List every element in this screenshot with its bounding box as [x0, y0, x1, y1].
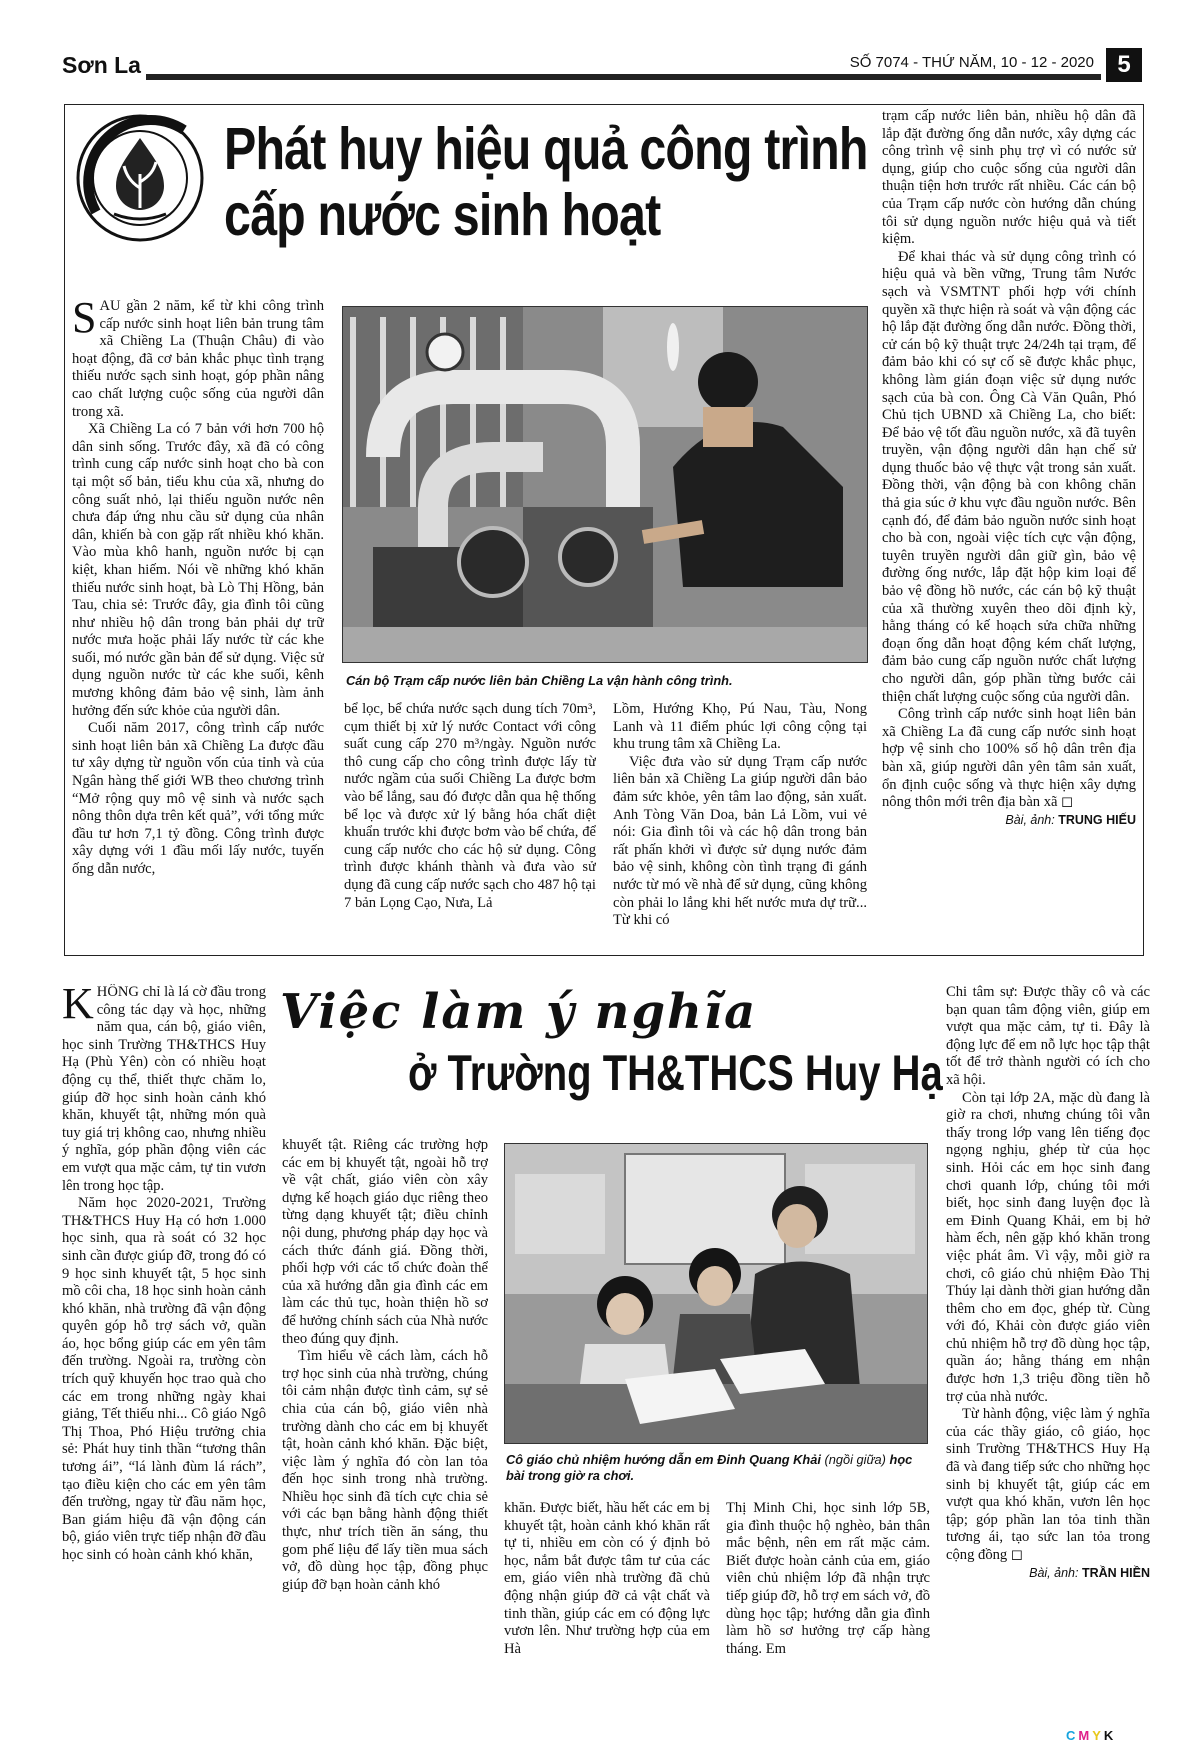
- article1-paragraph: Cuối năm 2017, công trình cấp nước sinh hoạt liên bản xã Chiềng La được đầu tư xây dựng từ nguồn vốn của tỉnh và của Ngân hàng thế giới WB theo chương trình “Mở rộng quy mô vệ sinh và nước sạch nông thôn dựa trên kết quả”, với tổng mức đầu tư hơn 7,1 tỷ đồng. Công trình được xây dựng với 1 đầu mối lấy nước, tuyến ống dẫn nước,: [72, 720, 324, 877]
- article2-column-1: [62, 984, 266, 1724]
- article1-paragraph: Lồm, Hướng Khọ, Pú Nau, Tàu, Nong Lanh và 11 điểm phúc lợi công cộng tại khu trung tâm xã Chiềng La.: [613, 701, 867, 753]
- page-header: [62, 48, 1142, 84]
- article1-byline: [882, 812, 1136, 830]
- water-pump-photo-icon: [343, 307, 868, 663]
- cmyk-k: K: [1103, 1728, 1117, 1743]
- article1-paragraph: Công trình cấp nước sinh hoạt liên bản xã Chiềng La đã cung cấp nước sinh hoạt hợp vệ sinh cho 100% số hộ dân trên địa bàn xã, giúp người dân yên tâm sản xuất, ổn định cuộc sống và thực hiện xây dựng nông thôn mới trên địa bàn xã ◻: [882, 706, 1136, 811]
- article2-paragraph: khăn. Được biết, hầu hết các em bị khuyết tật, hoàn cảnh khó khăn rất tự ti, nhiều em còn có ý định bỏ học, nắm bắt được tâm tư của các em, giáo viên nhà trường đã chủ động nhận giúp đỡ cả vật chất và tinh thần, giúp các em có động lực vươn lên. Như trường hợp của em Hà: [504, 1500, 710, 1657]
- article1-paragraph: AU gần 2 năm, kể từ khi công trình cấp nước sinh hoạt liên bản trung tâm xã Chiềng La (Thuận Châu) đi vào hoạt động, đã cơ bản khắc phục tình trạng thiếu nước sạch sinh hoạt, góp phần nâng cao chất lượng cuộc sống của người dân trong xã.: [72, 298, 324, 420]
- byline-prefix: Bài, ảnh:: [1029, 1565, 1079, 1580]
- header-rule: [146, 74, 1101, 80]
- cmyk-y: Y: [1092, 1728, 1104, 1743]
- cmyk-registration-mark: [1066, 1728, 1116, 1743]
- article2-column-2: [282, 1137, 488, 1725]
- article2-paragraph: Từ hành động, việc làm ý nghĩa của các thầy giáo, cô giáo, học sinh Trường TH&THCS Huy Hạ đã và đang tiếp sức cho những học sinh bị khuyết tật, giúp các em vượt qua khó khăn, vươn lên học tập; góp phần lan tỏa tinh thần tương ái, tạo sức lan tỏa trong cộng đồng ◻: [946, 1406, 1150, 1563]
- byline-author: TRẦN HIỀN: [1081, 1565, 1150, 1580]
- cmyk-m: M: [1078, 1728, 1093, 1743]
- article2-paragraph: Thị Minh Chi, học sinh lớp 5B, gia đình thuộc hộ nghèo, bản thân mắc bệnh, nên em rất mặc cảm. Biết được hoàn cảnh của em, giáo viên chủ nhiệm lớp đã nhận trực tiếp giúp đỡ, hỗ trợ em sách vở, đồ dùng học tập; hướng dẫn gia đình làm hồ sơ hưởng trợ cấp hàng tháng. Em: [726, 1500, 930, 1657]
- issue-info: SỐ 7074 - THỨ NĂM, 10 - 12 - 2020: [844, 54, 1094, 71]
- article1-title-line1: Phát huy hiệu quả công trình: [224, 116, 868, 182]
- article1-column-2: [344, 701, 596, 951]
- byline-author: TRUNG HIẾU: [1058, 812, 1136, 827]
- article1-paragraph: Việc đưa vào sử dụng Trạm cấp nước liên bản xã Chiềng La giúp người dân bảo đảm sức khỏe, yên tâm lao động, sản xuất. Anh Tòng Văn Doa, bản Lả Lồm, vui vẻ nói: Gia đình tôi và các hộ dân trong bản rất phấn khởi vì được sử dụng nước đảm bảo vệ sinh, không còn tình trạng đi gánh nước từ mó về nhà để sử dụng, cũng không còn phải lo lắng khi hết nước mưa dự trữ... Từ khi có: [613, 753, 867, 929]
- article1-dropcap: S: [72, 298, 97, 342]
- caption-text: Cô giáo chủ nhiệm hướng dẫn em Đinh Quang Khải: [506, 1452, 821, 1467]
- article2-paragraph: khuyết tật. Riêng các trường hợp các em bị khuyết tật, ngoài hỗ trợ về vật chất, giáo viên còn xây dựng kế hoạch giáo dục riêng theo từng dạng khuyết tật; điều chỉnh nội dung, phương pháp dạy học và cách thức đánh giá. Đồng thời, phối hợp với các tổ chức đoàn thể của xã hướng dẫn gia đình các em làm các thủ tục, hoàn thiện hồ sơ để hưởng chính sách của Nhà nước theo đúng quy định.: [282, 1137, 488, 1347]
- article2-paragraph: Chi tâm sự: Được thầy cô và các bạn quan tâm động viên, giúp em vượt qua mặc cảm, tự ti. Đây là động lực để em nỗ lực học tập thật tốt để trở thành người có ích cho xã hội.: [946, 984, 1150, 1088]
- article1-column-1: [72, 298, 324, 948]
- article2-paragraph: Còn tại lớp 2A, mặc dù đang là giờ ra chơi, nhưng chúng tôi vẫn thấy trong lớp vang lên tiếng đọc ngọng nghịu, ghép từ của học sinh. Hỏi các em học sinh đang chơi quanh lớp, chúng tôi mới biết, học sinh đang luyện đọc là em Đinh Quang Khải, em bị hở hàm ếch, nên gặp khó khăn trong việc phát âm. Vì vậy, mỗi giờ ra chơi, cô giáo chủ nhiệm Đào Thị Thúy lại dành thời gian hướng dẫn thêm cho em đọc, ghép từ. Cùng với đó, Khải còn được giáo viên chủ nhiệm hỗ trợ đồ dùng học tập, quần áo; hằng tháng em nhận được hơn 1,3 triệu đồng tiền hỗ trợ của nhà nước.: [946, 1089, 1150, 1405]
- clean-water-program-logo-icon: [74, 112, 206, 244]
- article2-paragraph: Năm học 2020-2021, Trường TH&THCS Huy Hạ có hơn 1.000 học sinh, qua rà soát có 32 học sinh cần được giúp đỡ, trong đó có 9 học sinh khuyết tật, 5 học sinh mồ côi cha, 18 học sinh hoàn cảnh khó khăn, nhà trường đã vận động quyên góp hỗ trợ sách vở, quần áo, học bổng giúp các em yên tâm đến trường. Ngoài ra, trường còn trích quỹ khuyến học trao quà cho các em trong những ngày khai giảng, Tết thiếu nhi... Cô giáo Ngô Thị Thoa, Phó Hiệu trưởng chia sẻ: Phát huy tinh thần “tương thân tương ái”, “lá lành đùm lá rách”, tạo điều kiện cho các em yên tâm đến trường, ngay từ đầu năm học, Ban giám hiệu đã vận động cán bộ, giáo viên trực tiếp nhận đỡ đầu học sinh có hoàn cảnh khó khăn,: [62, 1195, 266, 1563]
- article1-title-line2: cấp nước sinh hoạt: [224, 182, 661, 248]
- caption-text-end: học bài trong giờ ra chơi.: [506, 1452, 913, 1483]
- article2-column-3: [504, 1500, 710, 1725]
- article1-column-4: [882, 108, 1136, 948]
- section-name: Sơn La: [62, 52, 141, 78]
- byline-prefix: Bài, ảnh:: [1005, 812, 1055, 827]
- article1-title: [224, 116, 868, 248]
- cmyk-c: C: [1066, 1728, 1079, 1743]
- article2-photo-caption: [506, 1452, 930, 1484]
- article2-paragraph: HÔNG chỉ là lá cờ đầu trong công tác dạy và học, những năm qua, cán bộ, giáo viên, học sinh Trường TH&THCS Huy Hạ (Phù Yên) còn có nhiều hoạt động cụ thể, thiết thực chăm lo, giúp đỡ học sinh hoàn cảnh khó khăn, khuyết tật, những món quà tuy giá trị không cao, nhưng nhiều ý nghĩa, góp phần động viên các em vượt qua mặc cảm, tự tin vươn lên trong học tập.: [62, 984, 266, 1194]
- article1-paragraph: bể lọc, bể chứa nước sạch dung tích 70m³, cụm thiết bị xử lý nước Contact với công suất cung cấp 270 m³/ngày. Nguồn nước thô cung cấp cho công trình được lấy từ nước ngầm của suối Chiềng La được bơm vào bể lắng, sau đó được dẫn qua hệ thống bể lọc và được xử lý bằng hóa chất diệt khuẩn trước khi được bơm vào bể chứa, để cung cấp nước cho các hộ sử dụng. Công trình được khánh thành và đưa vào sử dụng đã cung cấp nước sạch cho 487 hộ tại 7 bản Lọng Cạo, Nưa, Lả: [344, 701, 596, 911]
- caption-note: (ngồi giữa): [824, 1452, 886, 1467]
- article2-dropcap: K: [62, 984, 94, 1028]
- article2-paragraph: Tìm hiểu về cách làm, cách hỗ trợ học sinh của nhà trường, chúng tôi cảm nhận được tình cảm, sự sẻ chia của cán bộ, giáo viên nhà trường dành cho các em bị khuyết tật, hoàn cảnh khó khăn. Đặc biệt, việc làm ý nghĩa đó còn lan tỏa đến học sinh trong nhà trường. Nhiều học sinh đã tích cực chia sẻ với các bạn bằng hành động thiết thực, như trích tiền ăn sáng, thu gom phế liệu để lấy tiền mua sách vở, đồ dùng học tập, đồng phục giúp đỡ bạn hoàn cảnh khó: [282, 1348, 488, 1593]
- classroom-photo-icon: [505, 1144, 928, 1444]
- article1-photo-water-station: [342, 306, 868, 663]
- article1-paragraph: Để khai thác và sử dụng công trình có hiệu quả và bền vững, Trung tâm Nước sạch và VSMTNT phối hợp với chính quyền xã thực hiện rà soát và vận động các hộ lắp đặt đường ống dẫn nước. Đồng thời, cử cán bộ kỹ thuật trực 24/24h tại trạm, để đảm bảo khi có sự cố sẽ được khắc phục, không làm gián đoạn việc sử dụng nước sạch của bà con. Ông Cà Văn Quân, Phó Chủ tịch UBND xã Chiềng La, cho biết: Để bảo vệ tốt đầu nguồn nước, xã đã tuyên truyền, vận động người dân hạn chế sử dụng thuốc bảo vệ thực vật trong sản xuất. Đồng thời, vận động bà con không chăn thả gia súc ở khu vực đầu nguồn nước. Bên cạnh đó, để đảm bảo nguồn nước sinh hoạt cho bà con, ngoài việc tích cực vận động, tuyên truyền người dân giữ gìn, bảo vệ đường ống nước, lắp đặt hộp kim loại để bảo vệ đồng hồ nước, các cán bộ kỹ thuật của xã thường xuyên theo dõi định kỳ, hằng tháng có kế hoạch sửa chữa những đoạn ống dẫn hoạt động kém chất lượng, đảm bảo cung cấp nguồn nước chất lượng cho người dân, góp phần từng bước cải thiện chất lượng cuộc sống của người dân.: [882, 248, 1136, 705]
- article2-photo-classroom: [504, 1143, 928, 1444]
- page-number: 5: [1106, 48, 1142, 82]
- article2-title-line2: ở Trường TH&THCS Huy Hạ: [408, 1045, 943, 1101]
- article1-paragraph: Xã Chiềng La có 7 bản với hơn 700 hộ dân sinh sống. Trước đây, xã đã có công trình cung cấp nước sinh hoạt cho bà con tại một số bản, tiểu khu của xã, nhưng do công suất nhỏ, lại thiếu nguồn nước nên chưa đáp ứng nhu cầu sử dụng của nhân dân, khiến bà con gặp rất nhiều khó khăn. Vào mùa khô hanh, nguồn nước bị cạn kiệt, khan hiếm. Nói về những khó khăn thiếu nước sinh hoạt, bà Lò Thị Hồng, bản Tau, chia sẻ: Trước đây, gia đình tôi cũng như nhiều hộ dân trong bản phải dự trữ nước mưa hoặc phải lấy nước từ các khe suối, mó nước gần bản để sử dụng. Việc sử dụng nguồn nước từ các khe suối, kênh mương không đảm bảo vệ sinh, làm ảnh hưởng đến sức khỏe của người dân.: [72, 421, 324, 719]
- article2-column-5: [946, 984, 1150, 1724]
- article1-column-3: [613, 701, 867, 951]
- article1-paragraph: trạm cấp nước liên bản, nhiều hộ dân đã lắp đặt đường ống dẫn nước, xây dựng các công trình vệ sinh phụ trợ vì có nước sử dụng, giúp cho cuộc sống của người dân thuận tiện hơn trước rất nhiều. Các cán bộ của Trạm cấp nước còn hướng dẫn chúng tôi sử dụng nguồn nước hiệu quả và tiết kiệm.: [882, 108, 1136, 248]
- article2-title-line1: Việc làm ý nghĩa: [280, 984, 758, 1040]
- article1-photo-caption: Cán bộ Trạm cấp nước liên bản Chiềng La vận hành công trình.: [346, 673, 733, 688]
- article2-byline: [946, 1565, 1150, 1583]
- article2-column-4: [726, 1500, 930, 1725]
